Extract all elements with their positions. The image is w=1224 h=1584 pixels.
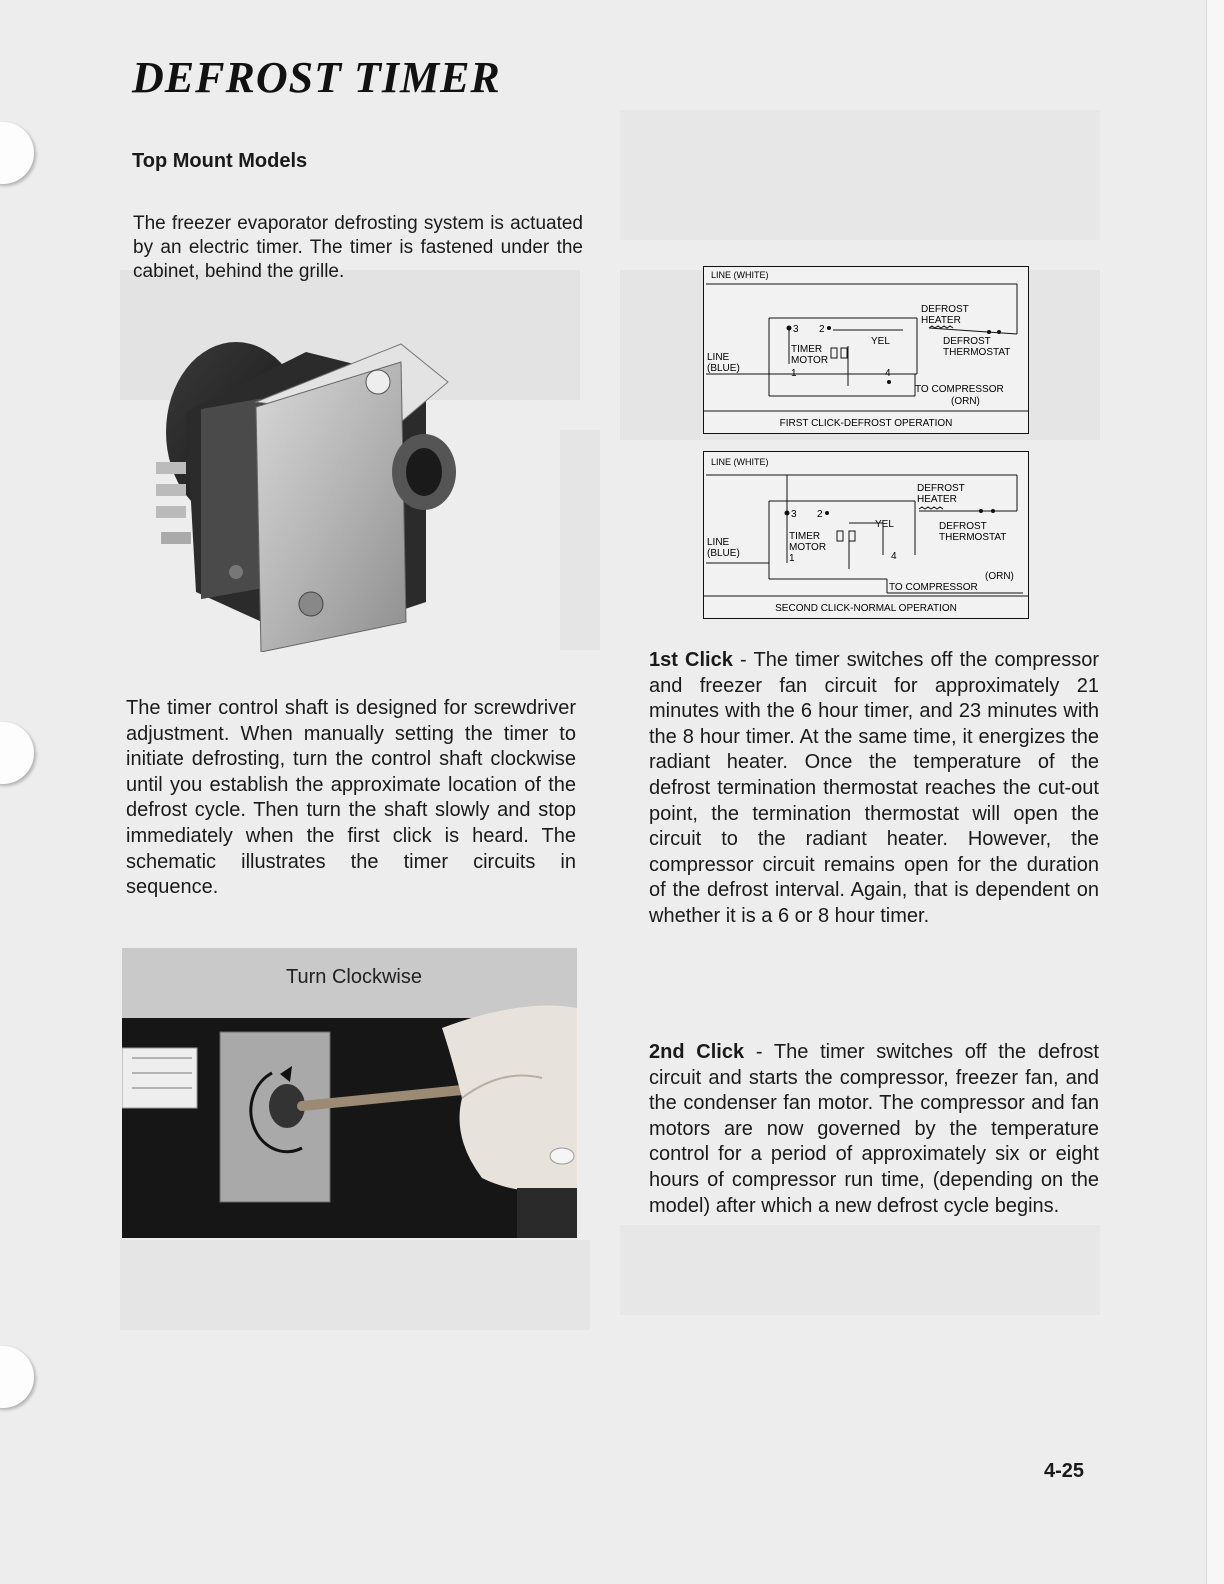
schem2-terminal-3: 3: [791, 509, 797, 520]
schem2-line-blue-2: (BLUE): [707, 548, 740, 559]
schem2-defrost-thermostat-2: THERMOSTAT: [939, 532, 1007, 543]
second-click-text: - The timer switches off the defrost circuit and starts the compressor, freezer fan, and the condenser fan motor. The compressor and fan motors are now governed by the temperature control for a period of approximately six or eight hours of compressor run time, (depending on the model) after which a new defrost cycle begins.: [649, 1041, 1099, 1217]
turn-clockwise-caption: Turn Clockwise: [286, 966, 422, 988]
schem2-line-blue-1: LINE: [707, 537, 730, 548]
shaft-paragraph: The timer control shaft is designed for screwdriver adjustment. When manually setting the timer to initiate defrosting, turn the control shaft clockwise until you establish the approximate location of the defrost cycle. Then turn the shaft slowly and stop immediately when the first click is heard. The schematic illustrates the timer circuits in sequence.: [126, 697, 576, 899]
schem2-defrost-heater-2: HEATER: [917, 494, 957, 505]
schem1-line-white-label: LINE (WHITE): [711, 270, 769, 280]
schem2-terminal-1: 1: [789, 553, 795, 564]
schem2-motor-label: MOTOR: [789, 542, 827, 553]
schem1-orn-label: (ORN): [951, 396, 980, 407]
second-click-label: 2nd Click: [649, 1041, 745, 1063]
schem2-terminal-4: 4: [891, 551, 897, 562]
schem2-defrost-heater-1: DEFROST: [917, 483, 965, 494]
page-title: DEFROST TIMER: [132, 53, 501, 102]
first-click-label: 1st Click: [649, 649, 733, 671]
schem1-line-blue-2: (BLUE): [707, 363, 740, 374]
schem2-caption: SECOND CLICK-NORMAL OPERATION: [775, 603, 957, 614]
schem2-orn-label: (ORN): [985, 571, 1014, 582]
schem2-line-white-label: LINE (WHITE): [711, 457, 769, 467]
schem2-defrost-thermostat-1: DEFROST: [939, 521, 987, 532]
schem1-line-blue-1: LINE: [707, 352, 730, 363]
schem1-terminal-3: 3: [793, 324, 799, 335]
page-number: 4-25: [1044, 1460, 1085, 1482]
schem1-yel-label: YEL: [871, 336, 890, 347]
page-edge: [1206, 0, 1224, 1584]
first-click-paragraph: [649, 648, 1099, 930]
punch-hole-bottom: [0, 1346, 34, 1408]
schem2-terminal-2: 2: [817, 509, 823, 520]
section-subtitle: Top Mount Models: [132, 150, 308, 172]
punch-hole-top: [0, 122, 34, 184]
schematic-second-click: [703, 451, 1029, 619]
second-click-paragraph: [649, 1040, 1099, 1219]
schem2-to-compressor: TO COMPRESSOR: [889, 582, 978, 593]
schem1-motor-label: MOTOR: [791, 355, 829, 366]
schem2-timer-label: TIMER: [789, 531, 821, 542]
schem1-defrost-thermostat-1: DEFROST: [943, 336, 991, 347]
schem2-yel-label: YEL: [875, 519, 894, 530]
punch-hole-middle: [0, 722, 34, 784]
schem1-to-compressor: TO COMPRESSOR: [915, 384, 1004, 395]
schem1-terminal-2: 2: [819, 324, 825, 335]
schem1-terminal-4: 4: [885, 368, 891, 379]
schem1-caption: FIRST CLICK-DEFROST OPERATION: [779, 418, 953, 429]
schem1-defrost-thermostat-2: THERMOSTAT: [943, 347, 1011, 358]
screwdriver-photo-image: [122, 948, 577, 1238]
first-click-text: - The timer switches off the compressor and freezer fan circuit for approximately 21 minutes with the 6 hour timer, and 23 minutes with the 8 hour timer. At the same time, it energizes the radiant heater. Once the temperature of the defrost termination thermostat reaches the cut-out point, the termination thermostat will open the circuit to the radiant heater. However, the compressor circuit remains open for the duration of the defrost interval. Again, that is dependent on whether it is a 6 or 8 hour timer.: [649, 649, 1099, 927]
intro-paragraph: The freezer evaporator defrosting system is actuated by an electric timer. The timer is fastened under the cabinet, behind the grille.: [133, 213, 583, 282]
schematic-first-click: [703, 266, 1029, 434]
schem1-terminal-1: 1: [791, 368, 797, 379]
schem1-timer-label: TIMER: [791, 344, 823, 355]
defrost-timer-photo: [156, 322, 476, 652]
schem1-defrost-heater-2: HEATER: [921, 315, 961, 326]
schem1-defrost-heater-1: DEFROST: [921, 304, 969, 315]
